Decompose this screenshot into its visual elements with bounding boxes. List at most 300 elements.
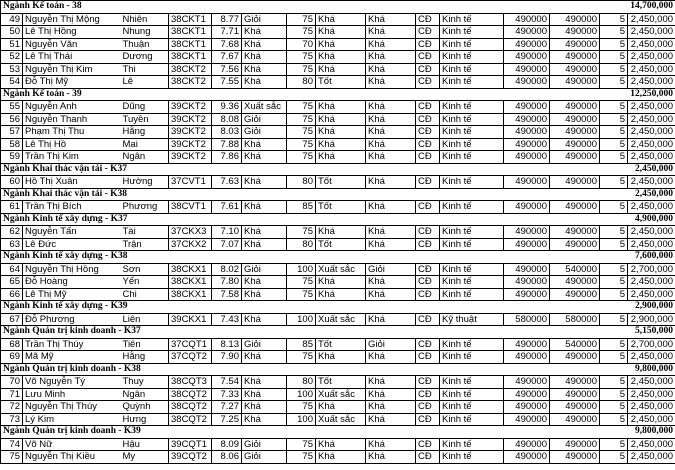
conduct-rank-cell[interactable]: Khá — [316, 151, 366, 164]
base-amount-cell[interactable]: 490000 — [504, 51, 550, 64]
given-name-cell[interactable]: Tiên — [121, 338, 169, 351]
score-cell[interactable]: 7.80 — [212, 276, 242, 289]
surname-cell[interactable]: Nguyễn Tấn — [23, 226, 121, 239]
award-amount-cell[interactable]: 490000 — [550, 238, 600, 251]
months-cell[interactable]: 5 — [600, 176, 628, 189]
score-cell[interactable]: 7.55 — [212, 76, 242, 89]
months-cell[interactable]: 5 — [600, 76, 628, 89]
award-amount-cell[interactable]: 490000 — [550, 176, 600, 189]
score-cell[interactable]: 7.56 — [212, 63, 242, 76]
field-cell[interactable]: Kinh tế — [440, 401, 504, 414]
row-number[interactable]: 73 — [1, 413, 23, 426]
conduct-score-cell[interactable]: 100 — [287, 313, 316, 326]
conduct-rank-cell[interactable]: Xuất sắc — [316, 413, 366, 426]
class-cell[interactable]: 39CKT2 — [169, 138, 212, 151]
class-cell[interactable]: 39CKT2 — [169, 113, 212, 126]
surname-cell[interactable]: Đỗ Phương — [23, 313, 121, 326]
field-cell[interactable]: Kinh tế — [440, 288, 504, 301]
academic-rank-cell[interactable]: Khá — [242, 63, 287, 76]
class-cell[interactable]: 38CKX1 — [169, 263, 212, 276]
conduct-score-cell[interactable]: 75 — [287, 438, 316, 451]
surname-cell[interactable]: Lý Kim — [23, 413, 121, 426]
overall-rank-cell[interactable]: Khá — [366, 288, 416, 301]
given-name-cell[interactable]: Chi — [121, 288, 169, 301]
base-amount-cell[interactable]: 490000 — [504, 151, 550, 164]
overall-rank-cell[interactable]: Khá — [366, 113, 416, 126]
award-amount-cell[interactable]: 490000 — [550, 413, 600, 426]
total-amount-cell[interactable]: 2,450,000 — [628, 176, 675, 189]
total-amount-cell[interactable]: 2,450,000 — [628, 13, 675, 26]
score-cell[interactable]: 7.58 — [212, 288, 242, 301]
conduct-rank-cell[interactable]: Xuất sắc — [316, 388, 366, 401]
surname-cell[interactable]: Nguyễn Văn — [23, 38, 121, 51]
conduct-score-cell[interactable]: 80 — [287, 76, 316, 89]
class-cell[interactable]: 37CKX3 — [169, 226, 212, 239]
overall-rank-cell[interactable]: Khá — [366, 238, 416, 251]
given-name-cell[interactable]: Tài — [121, 226, 169, 239]
row-number[interactable]: 51 — [1, 38, 23, 51]
conduct-score-cell[interactable]: 100 — [287, 413, 316, 426]
class-cell[interactable]: 39CKX1 — [169, 313, 212, 326]
field-cell[interactable]: Kinh tế — [440, 176, 504, 189]
total-amount-cell[interactable]: 2,450,000 — [628, 51, 675, 64]
score-cell[interactable]: 7.88 — [212, 138, 242, 151]
given-name-cell[interactable]: Dương — [121, 51, 169, 64]
conduct-rank-cell[interactable]: Khá — [316, 438, 366, 451]
base-amount-cell[interactable]: 490000 — [504, 201, 550, 214]
conduct-score-cell[interactable]: 70 — [287, 38, 316, 51]
academic-rank-cell[interactable]: Khá — [242, 376, 287, 389]
award-amount-cell[interactable]: 490000 — [550, 351, 600, 364]
level-cell[interactable]: CĐ — [416, 351, 440, 364]
surname-cell[interactable]: Đỗ Thị Mỹ — [23, 76, 121, 89]
surname-cell[interactable]: Trần Thị Thúy — [23, 338, 121, 351]
months-cell[interactable]: 5 — [600, 313, 628, 326]
conduct-rank-cell[interactable]: Khá — [316, 288, 366, 301]
base-amount-cell[interactable]: 490000 — [504, 288, 550, 301]
row-number[interactable]: 50 — [1, 26, 23, 39]
months-cell[interactable]: 5 — [600, 101, 628, 114]
level-cell[interactable]: CĐ — [416, 401, 440, 414]
base-amount-cell[interactable]: 490000 — [504, 413, 550, 426]
surname-cell[interactable]: Lê Thị Mỹ — [23, 288, 121, 301]
score-cell[interactable]: 8.13 — [212, 338, 242, 351]
academic-rank-cell[interactable]: Khá — [242, 151, 287, 164]
score-cell[interactable]: 7.86 — [212, 151, 242, 164]
row-number[interactable]: 63 — [1, 238, 23, 251]
academic-rank-cell[interactable]: Khá — [242, 413, 287, 426]
overall-rank-cell[interactable]: Khá — [366, 401, 416, 414]
class-cell[interactable]: 39CKT2 — [169, 126, 212, 139]
score-cell[interactable]: 8.06 — [212, 451, 242, 464]
field-cell[interactable]: Kinh tế — [440, 263, 504, 276]
conduct-score-cell[interactable]: 75 — [287, 63, 316, 76]
academic-rank-cell[interactable]: Khá — [242, 351, 287, 364]
score-cell[interactable]: 7.61 — [212, 201, 242, 214]
level-cell[interactable]: CĐ — [416, 201, 440, 214]
base-amount-cell[interactable]: 490000 — [504, 113, 550, 126]
field-cell[interactable]: Kinh tế — [440, 338, 504, 351]
conduct-rank-cell[interactable]: Khá — [316, 51, 366, 64]
level-cell[interactable]: CĐ — [416, 288, 440, 301]
field-cell[interactable]: Kỹ thuật — [440, 313, 504, 326]
surname-cell[interactable]: Nguyễn Thị Kiều — [23, 451, 121, 464]
overall-rank-cell[interactable]: Khá — [366, 26, 416, 39]
row-number[interactable]: 49 — [1, 13, 23, 26]
total-amount-cell[interactable]: 2,450,000 — [628, 451, 675, 464]
conduct-score-cell[interactable]: 75 — [287, 351, 316, 364]
class-cell[interactable]: 38CKT1 — [169, 51, 212, 64]
conduct-rank-cell[interactable]: Tốt — [316, 338, 366, 351]
surname-cell[interactable]: Nguyễn Anh — [23, 101, 121, 114]
academic-rank-cell[interactable]: Giỏi — [242, 113, 287, 126]
field-cell[interactable]: Kinh tế — [440, 76, 504, 89]
academic-rank-cell[interactable]: Khá — [242, 76, 287, 89]
surname-cell[interactable]: Trần Thị Bích — [23, 201, 121, 214]
surname-cell[interactable]: Nguyễn Thị Hồng — [23, 263, 121, 276]
months-cell[interactable]: 5 — [600, 413, 628, 426]
level-cell[interactable]: CĐ — [416, 413, 440, 426]
level-cell[interactable]: CĐ — [416, 176, 440, 189]
total-amount-cell[interactable]: 2,450,000 — [628, 238, 675, 251]
award-amount-cell[interactable]: 490000 — [550, 288, 600, 301]
given-name-cell[interactable]: Hường — [121, 176, 169, 189]
award-amount-cell[interactable]: 490000 — [550, 138, 600, 151]
conduct-score-cell[interactable]: 75 — [287, 26, 316, 39]
class-cell[interactable]: 38CVT1 — [169, 201, 212, 214]
surname-cell[interactable]: Lê Thị Hồ — [23, 138, 121, 151]
months-cell[interactable]: 5 — [600, 338, 628, 351]
conduct-rank-cell[interactable]: Tốt — [316, 238, 366, 251]
award-amount-cell[interactable]: 540000 — [550, 263, 600, 276]
level-cell[interactable]: CĐ — [416, 313, 440, 326]
total-amount-cell[interactable]: 2,450,000 — [628, 113, 675, 126]
class-cell[interactable]: 37CKX2 — [169, 238, 212, 251]
academic-rank-cell[interactable]: Khá — [242, 201, 287, 214]
conduct-rank-cell[interactable]: Tốt — [316, 76, 366, 89]
class-cell[interactable]: 37CQT2 — [169, 351, 212, 364]
field-cell[interactable]: Kinh tế — [440, 101, 504, 114]
overall-rank-cell[interactable]: Khá — [366, 201, 416, 214]
total-amount-cell[interactable]: 2,450,000 — [628, 126, 675, 139]
score-cell[interactable]: 8.02 — [212, 263, 242, 276]
conduct-rank-cell[interactable]: Khá — [316, 401, 366, 414]
class-cell[interactable]: 39CQT1 — [169, 438, 212, 451]
months-cell[interactable]: 5 — [600, 376, 628, 389]
class-cell[interactable]: 39CKT2 — [169, 151, 212, 164]
overall-rank-cell[interactable]: Khá — [366, 63, 416, 76]
level-cell[interactable]: CĐ — [416, 151, 440, 164]
award-amount-cell[interactable]: 540000 — [550, 338, 600, 351]
conduct-score-cell[interactable]: 75 — [287, 13, 316, 26]
months-cell[interactable]: 5 — [600, 388, 628, 401]
score-cell[interactable]: 7.63 — [212, 176, 242, 189]
row-number[interactable]: 58 — [1, 138, 23, 151]
months-cell[interactable]: 5 — [600, 126, 628, 139]
total-amount-cell[interactable]: 2,900,000 — [628, 313, 675, 326]
level-cell[interactable]: CĐ — [416, 451, 440, 464]
award-amount-cell[interactable]: 490000 — [550, 151, 600, 164]
academic-rank-cell[interactable]: Khá — [242, 238, 287, 251]
surname-cell[interactable]: Lê Thị Hồng — [23, 26, 121, 39]
level-cell[interactable]: CĐ — [416, 26, 440, 39]
level-cell[interactable]: CĐ — [416, 238, 440, 251]
score-cell[interactable]: 7.27 — [212, 401, 242, 414]
level-cell[interactable]: CĐ — [416, 38, 440, 51]
class-cell[interactable]: 38CKT1 — [169, 26, 212, 39]
conduct-score-cell[interactable]: 75 — [287, 101, 316, 114]
conduct-rank-cell[interactable]: Khá — [316, 126, 366, 139]
conduct-score-cell[interactable]: 75 — [287, 151, 316, 164]
level-cell[interactable]: CĐ — [416, 376, 440, 389]
award-amount-cell[interactable]: 490000 — [550, 38, 600, 51]
conduct-rank-cell[interactable]: Khá — [316, 451, 366, 464]
score-cell[interactable]: 7.33 — [212, 388, 242, 401]
total-amount-cell[interactable]: 2,450,000 — [628, 138, 675, 151]
conduct-rank-cell[interactable]: Khá — [316, 351, 366, 364]
award-amount-cell[interactable]: 490000 — [550, 201, 600, 214]
award-amount-cell[interactable]: 490000 — [550, 51, 600, 64]
award-amount-cell[interactable]: 490000 — [550, 376, 600, 389]
row-number[interactable]: 57 — [1, 126, 23, 139]
base-amount-cell[interactable]: 490000 — [504, 138, 550, 151]
field-cell[interactable]: Kinh tế — [440, 13, 504, 26]
conduct-score-cell[interactable]: 75 — [287, 451, 316, 464]
award-amount-cell[interactable]: 490000 — [550, 226, 600, 239]
base-amount-cell[interactable]: 490000 — [504, 376, 550, 389]
field-cell[interactable]: Kinh tế — [440, 151, 504, 164]
months-cell[interactable]: 5 — [600, 113, 628, 126]
conduct-score-cell[interactable]: 80 — [287, 176, 316, 189]
level-cell[interactable]: CĐ — [416, 226, 440, 239]
score-cell[interactable]: 8.03 — [212, 126, 242, 139]
academic-rank-cell[interactable]: Khá — [242, 288, 287, 301]
field-cell[interactable]: Kinh tế — [440, 51, 504, 64]
field-cell[interactable]: Kinh tế — [440, 113, 504, 126]
overall-rank-cell[interactable]: Khá — [366, 151, 416, 164]
given-name-cell[interactable]: Phương — [121, 201, 169, 214]
surname-cell[interactable]: Lê Đức — [23, 238, 121, 251]
score-cell[interactable]: 7.25 — [212, 413, 242, 426]
surname-cell[interactable]: Nguyễn Thị Mộng — [23, 13, 121, 26]
score-cell[interactable]: 7.10 — [212, 226, 242, 239]
conduct-rank-cell[interactable]: Khá — [316, 13, 366, 26]
surname-cell[interactable]: Đỗ Hoàng — [23, 276, 121, 289]
conduct-rank-cell[interactable]: Khá — [316, 26, 366, 39]
award-amount-cell[interactable]: 490000 — [550, 101, 600, 114]
score-cell[interactable]: 8.09 — [212, 438, 242, 451]
row-number[interactable]: 70 — [1, 376, 23, 389]
overall-rank-cell[interactable]: Khá — [366, 451, 416, 464]
row-number[interactable]: 74 — [1, 438, 23, 451]
level-cell[interactable]: CĐ — [416, 438, 440, 451]
total-amount-cell[interactable]: 2,450,000 — [628, 63, 675, 76]
given-name-cell[interactable]: Trận — [121, 238, 169, 251]
total-amount-cell[interactable]: 2,450,000 — [628, 438, 675, 451]
surname-cell[interactable]: Trần Thị Kim — [23, 151, 121, 164]
level-cell[interactable]: CĐ — [416, 276, 440, 289]
academic-rank-cell[interactable]: Giỏi — [242, 13, 287, 26]
overall-rank-cell[interactable]: Khá — [366, 276, 416, 289]
award-amount-cell[interactable]: 490000 — [550, 13, 600, 26]
overall-rank-cell[interactable]: Khá — [366, 76, 416, 89]
base-amount-cell[interactable]: 490000 — [504, 126, 550, 139]
class-cell[interactable]: 38CQT2 — [169, 401, 212, 414]
total-amount-cell[interactable]: 2,700,000 — [628, 338, 675, 351]
surname-cell[interactable]: Võ Nữ — [23, 438, 121, 451]
base-amount-cell[interactable]: 490000 — [504, 101, 550, 114]
given-name-cell[interactable]: Dũng — [121, 101, 169, 114]
given-name-cell[interactable]: Hằng — [121, 126, 169, 139]
given-name-cell[interactable]: Thuy — [121, 376, 169, 389]
academic-rank-cell[interactable]: Giỏi — [242, 451, 287, 464]
academic-rank-cell[interactable]: Khá — [242, 38, 287, 51]
class-cell[interactable]: 38CQT2 — [169, 388, 212, 401]
level-cell[interactable]: CĐ — [416, 138, 440, 151]
row-number[interactable]: 65 — [1, 276, 23, 289]
overall-rank-cell[interactable]: Khá — [366, 38, 416, 51]
field-cell[interactable]: Kinh tế — [440, 376, 504, 389]
months-cell[interactable]: 5 — [600, 288, 628, 301]
months-cell[interactable]: 5 — [600, 51, 628, 64]
row-number[interactable]: 68 — [1, 338, 23, 351]
score-cell[interactable]: 9.36 — [212, 101, 242, 114]
total-amount-cell[interactable]: 2,450,000 — [628, 226, 675, 239]
base-amount-cell[interactable]: 490000 — [504, 338, 550, 351]
months-cell[interactable]: 5 — [600, 401, 628, 414]
row-number[interactable]: 55 — [1, 101, 23, 114]
months-cell[interactable]: 5 — [600, 226, 628, 239]
field-cell[interactable]: Kinh tế — [440, 126, 504, 139]
conduct-score-cell[interactable]: 80 — [287, 376, 316, 389]
conduct-score-cell[interactable]: 75 — [287, 401, 316, 414]
academic-rank-cell[interactable]: Giỏi — [242, 438, 287, 451]
award-amount-cell[interactable]: 490000 — [550, 438, 600, 451]
total-amount-cell[interactable]: 2,450,000 — [628, 76, 675, 89]
overall-rank-cell[interactable]: Khá — [366, 138, 416, 151]
given-name-cell[interactable]: Hưng — [121, 413, 169, 426]
total-amount-cell[interactable]: 2,450,000 — [628, 351, 675, 364]
overall-rank-cell[interactable]: Khá — [366, 413, 416, 426]
score-cell[interactable]: 7.07 — [212, 238, 242, 251]
surname-cell[interactable]: Mã Mỹ — [23, 351, 121, 364]
months-cell[interactable]: 5 — [600, 26, 628, 39]
given-name-cell[interactable]: Yến — [121, 276, 169, 289]
given-name-cell[interactable]: Ngân — [121, 151, 169, 164]
base-amount-cell[interactable]: 490000 — [504, 438, 550, 451]
score-cell[interactable]: 7.67 — [212, 51, 242, 64]
level-cell[interactable]: CĐ — [416, 101, 440, 114]
overall-rank-cell[interactable]: Khá — [366, 176, 416, 189]
award-amount-cell[interactable]: 490000 — [550, 451, 600, 464]
base-amount-cell[interactable]: 490000 — [504, 76, 550, 89]
award-amount-cell[interactable]: 490000 — [550, 388, 600, 401]
academic-rank-cell[interactable]: Khá — [242, 388, 287, 401]
award-amount-cell[interactable]: 490000 — [550, 76, 600, 89]
conduct-score-cell[interactable]: 75 — [287, 226, 316, 239]
class-cell[interactable]: 38CQT3 — [169, 376, 212, 389]
academic-rank-cell[interactable]: Khá — [242, 313, 287, 326]
row-number[interactable]: 52 — [1, 51, 23, 64]
field-cell[interactable]: Kinh tế — [440, 38, 504, 51]
conduct-rank-cell[interactable]: Tốt — [316, 176, 366, 189]
overall-rank-cell[interactable]: Khá — [366, 388, 416, 401]
academic-rank-cell[interactable]: Khá — [242, 176, 287, 189]
overall-rank-cell[interactable]: Khá — [366, 351, 416, 364]
surname-cell[interactable]: Nguyễn Thị Thúy — [23, 401, 121, 414]
overall-rank-cell[interactable]: Khá — [366, 438, 416, 451]
months-cell[interactable]: 5 — [600, 38, 628, 51]
conduct-score-cell[interactable]: 75 — [287, 51, 316, 64]
score-cell[interactable]: 8.77 — [212, 13, 242, 26]
field-cell[interactable]: Kinh tế — [440, 201, 504, 214]
field-cell[interactable]: Kinh tế — [440, 388, 504, 401]
total-amount-cell[interactable]: 2,450,000 — [628, 376, 675, 389]
months-cell[interactable]: 5 — [600, 263, 628, 276]
academic-rank-cell[interactable]: Giỏi — [242, 263, 287, 276]
award-amount-cell[interactable]: 490000 — [550, 113, 600, 126]
class-cell[interactable]: 38CKX1 — [169, 276, 212, 289]
base-amount-cell[interactable]: 490000 — [504, 13, 550, 26]
field-cell[interactable]: Kinh tế — [440, 276, 504, 289]
total-amount-cell[interactable]: 2,450,000 — [628, 413, 675, 426]
conduct-rank-cell[interactable]: Khá — [316, 63, 366, 76]
surname-cell[interactable]: Lưu Minh — [23, 388, 121, 401]
row-number[interactable]: 61 — [1, 201, 23, 214]
field-cell[interactable]: Kinh tế — [440, 226, 504, 239]
months-cell[interactable]: 5 — [600, 451, 628, 464]
field-cell[interactable]: Kinh tế — [440, 26, 504, 39]
conduct-rank-cell[interactable]: Xuất sắc — [316, 313, 366, 326]
surname-cell[interactable]: Nguyễn Thanh — [23, 113, 121, 126]
class-cell[interactable]: 38CKT1 — [169, 13, 212, 26]
row-number[interactable]: 56 — [1, 113, 23, 126]
score-cell[interactable]: 7.90 — [212, 351, 242, 364]
given-name-cell[interactable]: Hằng — [121, 351, 169, 364]
conduct-score-cell[interactable]: 80 — [287, 238, 316, 251]
given-name-cell[interactable]: Mai — [121, 138, 169, 151]
given-name-cell[interactable]: Thuận — [121, 38, 169, 51]
class-cell[interactable]: 39CKT2 — [169, 101, 212, 114]
total-amount-cell[interactable]: 2,450,000 — [628, 276, 675, 289]
field-cell[interactable]: Kinh tế — [440, 451, 504, 464]
base-amount-cell[interactable]: 580000 — [504, 313, 550, 326]
award-amount-cell[interactable]: 490000 — [550, 276, 600, 289]
base-amount-cell[interactable]: 490000 — [504, 276, 550, 289]
award-amount-cell[interactable]: 490000 — [550, 126, 600, 139]
row-number[interactable]: 67 — [1, 313, 23, 326]
base-amount-cell[interactable]: 490000 — [504, 388, 550, 401]
class-cell[interactable]: 39CQT2 — [169, 451, 212, 464]
given-name-cell[interactable]: Thi — [121, 63, 169, 76]
award-amount-cell[interactable]: 490000 — [550, 26, 600, 39]
class-cell[interactable]: 38CKT2 — [169, 76, 212, 89]
row-number[interactable]: 72 — [1, 401, 23, 414]
row-number[interactable]: 69 — [1, 351, 23, 364]
row-number[interactable]: 66 — [1, 288, 23, 301]
score-cell[interactable]: 8.08 — [212, 113, 242, 126]
row-number[interactable]: 53 — [1, 63, 23, 76]
conduct-score-cell[interactable]: 85 — [287, 201, 316, 214]
row-number[interactable]: 59 — [1, 151, 23, 164]
months-cell[interactable]: 5 — [600, 438, 628, 451]
conduct-rank-cell[interactable]: Tốt — [316, 376, 366, 389]
level-cell[interactable]: CĐ — [416, 76, 440, 89]
row-number[interactable]: 75 — [1, 451, 23, 464]
base-amount-cell[interactable]: 490000 — [504, 238, 550, 251]
months-cell[interactable]: 5 — [600, 276, 628, 289]
class-cell[interactable]: 37CVT1 — [169, 176, 212, 189]
